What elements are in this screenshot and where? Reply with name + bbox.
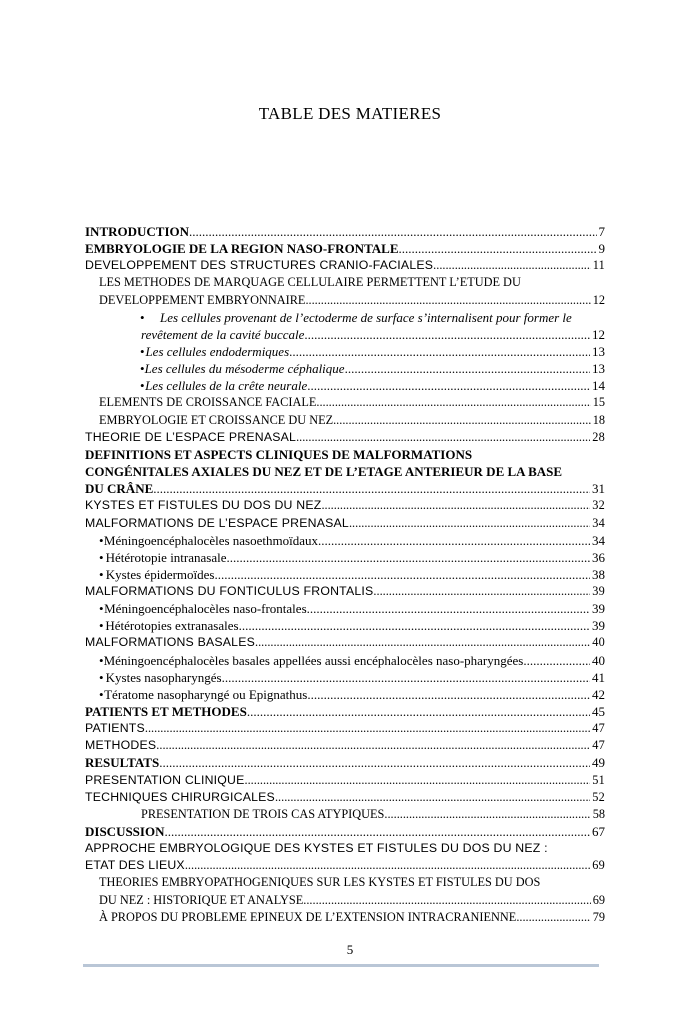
bullet-icon: • (140, 378, 145, 394)
bullet-icon: • (99, 532, 104, 548)
page-number: 5 (346, 942, 354, 957)
toc-entry[interactable]: • Tératome nasopharyngé ou Epignathus ..... 42 (85, 686, 605, 703)
toc-entry[interactable]: • Kystes épidermoïdes ..... 38 (85, 566, 605, 583)
toc-entry[interactable]: • Les cellules endodermiques ..... 13 (85, 343, 605, 360)
toc-entry[interactable]: DISCUSSION ..... 67 (85, 823, 605, 840)
bullet-icon: • (99, 549, 104, 565)
toc-entry[interactable]: PATIENTS ET METHODES ..... 45 (85, 703, 605, 720)
toc-entry[interactable]: TECHNIQUES CHIRURGICALES ..... 52 (85, 789, 605, 806)
toc-entry[interactable]: • Les cellules provenant de l’ectoderme de surface s’internalisent pour former le revêtement de la cavité buccale ..... 12 (85, 309, 605, 343)
toc-entry[interactable]: ELEMENTS DE CROISSANCE FACIALE ..... 15 (85, 394, 605, 411)
toc-entry[interactable]: • Méningoencéphalocèles basales appellées aussi encéphalocèles naso-pharyngées ..... 40 (85, 652, 605, 669)
toc-entry[interactable]: INTRODUCTION ..... 7 (85, 223, 605, 240)
toc-entry[interactable]: • Méningoencéphalocèles naso-frontales ..... 39 (85, 600, 605, 617)
toc-entry[interactable]: PATIENTS ..... 47 (85, 720, 605, 737)
bullet-icon: • (99, 618, 104, 634)
toc-entry[interactable]: DEVELOPPEMENT DES STRUCTURES CRANIO-FACIALES ..... 11 (85, 257, 605, 274)
toc-entry[interactable]: • Les cellules de la crête neurale ..... 14 (85, 377, 605, 394)
bullet-icon: • (99, 601, 104, 617)
toc-entry[interactable]: EMBRYOLOGIE ET CROISSANCE DU NEZ ..... 18 (85, 412, 605, 429)
toc-entry[interactable]: • Kystes nasopharyngés ..... 41 (85, 669, 605, 686)
toc-entry[interactable]: THEORIE DE L’ESPACE PRENASAL ..... 28 (85, 429, 605, 446)
toc-entry[interactable]: RESULTATS ..... 49 (85, 754, 605, 771)
bullet-icon: • (140, 344, 145, 360)
toc-entry[interactable]: À PROPOS DU PROBLEME EPINEUX DE L’EXTENSION INTRACRANIENNE ..... 79 (85, 909, 605, 926)
bullet-icon: • (99, 652, 104, 668)
toc-entry[interactable]: DEFINITIONS ET ASPECTS CLINIQUES DE MALFORMATIONS CONGÉNITALES AXIALES DU NEZ ET DE L’ETAGE ANTERIEUR DE LA BASE DU CRÂNE ..... 31 (85, 446, 605, 497)
toc-entry[interactable]: • Méningoencéphalocèles nasoethmoïdaux ..... 34 (85, 532, 605, 549)
toc-entry[interactable]: MALFORMATIONS DU FONTICULUS FRONTALIS ..... 39 (85, 583, 605, 600)
toc-entry[interactable]: MALFORMATIONS BASALES ..... 40 (85, 634, 605, 651)
bullet-icon: • (99, 669, 104, 685)
toc-entry[interactable]: LES METHODES DE MARQUAGE CELLULAIRE PERMETTENT L’ETUDE DU DEVELOPPEMENT EMBRYONNAIRE ..... 12 (85, 274, 605, 308)
toc-entry[interactable]: MALFORMATIONS DE L’ESPACE PRENASAL ..... 34 (85, 515, 605, 532)
footer-divider (83, 964, 599, 967)
toc-entry[interactable]: EMBRYOLOGIE DE LA REGION NASO-FRONTALE ..... 9 (85, 240, 605, 257)
toc-entry[interactable]: APPROCHE EMBRYOLOGIQUE DES KYSTES ET FISTULES DU DOS DU NEZ : ETAT DES LIEUX ..... 69 (85, 840, 605, 874)
toc-entry[interactable]: METHODES ..... 47 (85, 737, 605, 754)
bullet-icon: • (140, 309, 145, 325)
bullet-icon: • (99, 686, 104, 702)
toc-entry[interactable]: PRESENTATION CLINIQUE ..... 51 (85, 772, 605, 789)
page-title: TABLE DES MATIERES (258, 104, 442, 123)
toc-entry[interactable]: PRESENTATION DE TROIS CAS ATYPIQUES ..... 58 (85, 806, 605, 823)
table-of-contents (85, 223, 605, 926)
bullet-icon: • (99, 566, 104, 582)
toc-entry[interactable]: • Hétérotopies extranasales ..... 39 (85, 617, 605, 634)
toc-entry[interactable]: • Les cellules du mésoderme céphalique ..... 13 (85, 360, 605, 377)
toc-entry[interactable]: THEORIES EMBRYOPATHOGENIQUES SUR LES KYSTES ET FISTULES DU DOS DU NEZ : HISTORIQUE ET ANALYSE ..... 69 (85, 874, 605, 908)
toc-entry[interactable]: KYSTES ET FISTULES DU DOS DU NEZ ..... 32 (85, 497, 605, 514)
bullet-icon: • (140, 361, 145, 377)
toc-entry[interactable]: • Hétérotopie intranasale ..... 36 (85, 549, 605, 566)
